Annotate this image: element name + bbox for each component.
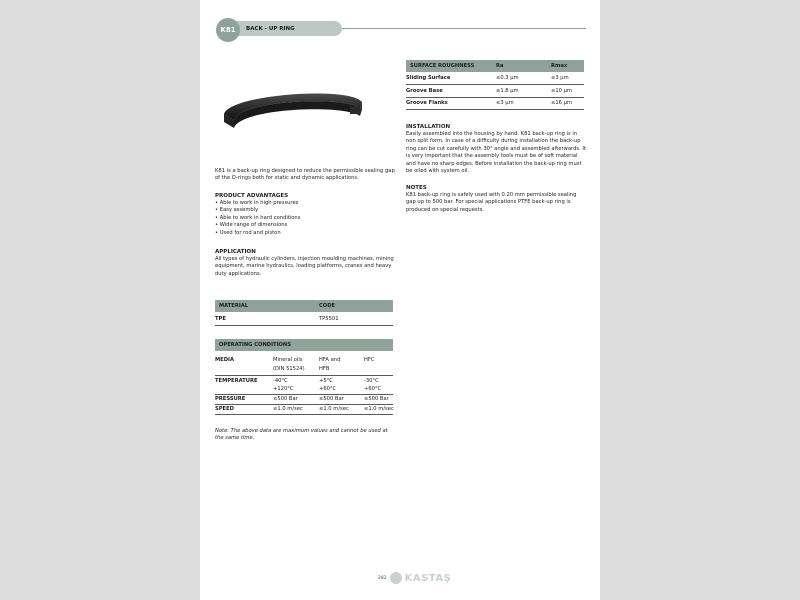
operating-heading: OPERATING CONDITIONS bbox=[219, 342, 291, 348]
application-text: All types of hydraulic cylinders, injection moulding machines, mining equipment, marine hydraulics, loading platforms, cranes and heavy duty applications. bbox=[215, 256, 394, 277]
material-table-header bbox=[215, 300, 393, 312]
roughness-rmax: ≤16 μm bbox=[551, 100, 572, 106]
advantages-list bbox=[215, 200, 395, 237]
page-number: 282 bbox=[378, 575, 387, 581]
installation-heading: INSTALLATION bbox=[406, 124, 451, 130]
divider bbox=[215, 394, 393, 395]
application-heading: APPLICATION bbox=[215, 249, 256, 255]
list-item: • Able to work in high pressures bbox=[215, 200, 395, 207]
temperature-label: TEMPERATURE bbox=[215, 378, 258, 384]
material-code: TP5501 bbox=[319, 316, 339, 322]
data-note: Note: The above data are maximum values and cannot be used at the same time. bbox=[215, 428, 388, 442]
installation-text: Easily assembled into the housing by hand. K81 back-up ring is in non split form. In case of a difficulty during installation the back-up ring can be cut carefully with 30° angle and assembled afterwards. It is very important that the assembly tools must be of soft material and have no sharp edges. Before installation the back-up ring must be oiled with system oil. bbox=[406, 131, 586, 175]
product-code-badge: K81 bbox=[216, 18, 240, 42]
roughness-ra: ≤1.8 μm bbox=[496, 88, 519, 94]
media-c3: HFC bbox=[364, 357, 375, 363]
temperature-c1b: +120°C bbox=[273, 386, 294, 392]
rmax-col-header: Rmax bbox=[551, 63, 568, 69]
divider bbox=[215, 325, 393, 326]
roughness-table-header bbox=[406, 60, 584, 72]
brand-logo: KASTAŞ bbox=[404, 572, 452, 584]
list-item: • Easy assembly bbox=[215, 207, 395, 214]
pressure-c1: ≤500 Bar bbox=[273, 396, 298, 402]
list-item: • Used for rod and piston bbox=[215, 230, 395, 237]
pressure-label: PRESSURE bbox=[215, 396, 246, 402]
roughness-label: Sliding Surface bbox=[406, 75, 451, 81]
notes-text: K81 back-up ring is safely used with 0.20 mm permissible sealing gap up to 500 bar. For special applications PTFE back-up ring is produced on special requests. bbox=[406, 192, 577, 213]
roughness-ra: ≤3 μm bbox=[496, 100, 514, 106]
operating-table-header bbox=[215, 339, 393, 351]
temperature-c3b: +60°C bbox=[364, 386, 382, 392]
temperature-c1: -40°C bbox=[273, 378, 288, 384]
roughness-col-header: SURFACE ROUGHNESS bbox=[410, 63, 475, 69]
footer bbox=[378, 572, 451, 584]
speed-c1: ≤1.0 m/sec bbox=[273, 406, 303, 412]
roughness-label: Groove Base bbox=[406, 88, 443, 94]
speed-label: SPEED bbox=[215, 406, 234, 412]
divider bbox=[406, 84, 584, 85]
back-up-ring-image bbox=[220, 88, 370, 130]
temperature-c2: +5°C bbox=[319, 378, 333, 384]
material-col-header: MATERIAL bbox=[219, 303, 249, 309]
speed-c2: ≤1.0 m/sec bbox=[319, 406, 349, 412]
page-title: BACK - UP RING bbox=[230, 21, 342, 36]
list-item: • Able to work in hard conditions bbox=[215, 215, 395, 222]
material-value: TPE bbox=[215, 316, 226, 322]
media-c2: HFA and bbox=[319, 357, 341, 363]
media-c1b: (DIN 51524) bbox=[273, 366, 305, 372]
notes-heading: NOTES bbox=[406, 185, 427, 191]
media-c1: Mineral oils bbox=[273, 357, 303, 363]
intro-text: K81 is a back-up ring designed to reduce the permissible sealing gap of the O-rings both for static and dynamic applications. bbox=[215, 168, 395, 182]
list-item: • Wide range of dimensions bbox=[215, 222, 395, 229]
divider bbox=[215, 375, 393, 376]
temperature-c2b: +60°C bbox=[319, 386, 337, 392]
roughness-rmax: ≤10 μm bbox=[551, 88, 572, 94]
divider bbox=[406, 109, 584, 110]
speed-c3: ≤1.0 m/sec bbox=[364, 406, 394, 412]
divider bbox=[406, 97, 584, 98]
roughness-label: Groove Flanks bbox=[406, 100, 448, 106]
pressure-c3: ≤500 Bar bbox=[364, 396, 389, 402]
roughness-ra: ≤0.3 μm bbox=[496, 75, 519, 81]
advantages-heading: PRODUCT ADVANTAGES bbox=[215, 193, 289, 199]
roughness-rmax: ≤3 μm bbox=[551, 75, 569, 81]
temperature-c3: -30°C bbox=[364, 378, 379, 384]
divider bbox=[215, 404, 393, 405]
media-c2b: HFB bbox=[319, 366, 330, 372]
divider bbox=[215, 414, 393, 415]
pressure-c2: ≤500 Bar bbox=[319, 396, 344, 402]
media-label: MEDIA bbox=[215, 357, 234, 363]
ra-col-header: Ra bbox=[496, 63, 504, 69]
code-col-header: CODE bbox=[319, 303, 336, 309]
kastas-logo-icon bbox=[390, 572, 402, 584]
